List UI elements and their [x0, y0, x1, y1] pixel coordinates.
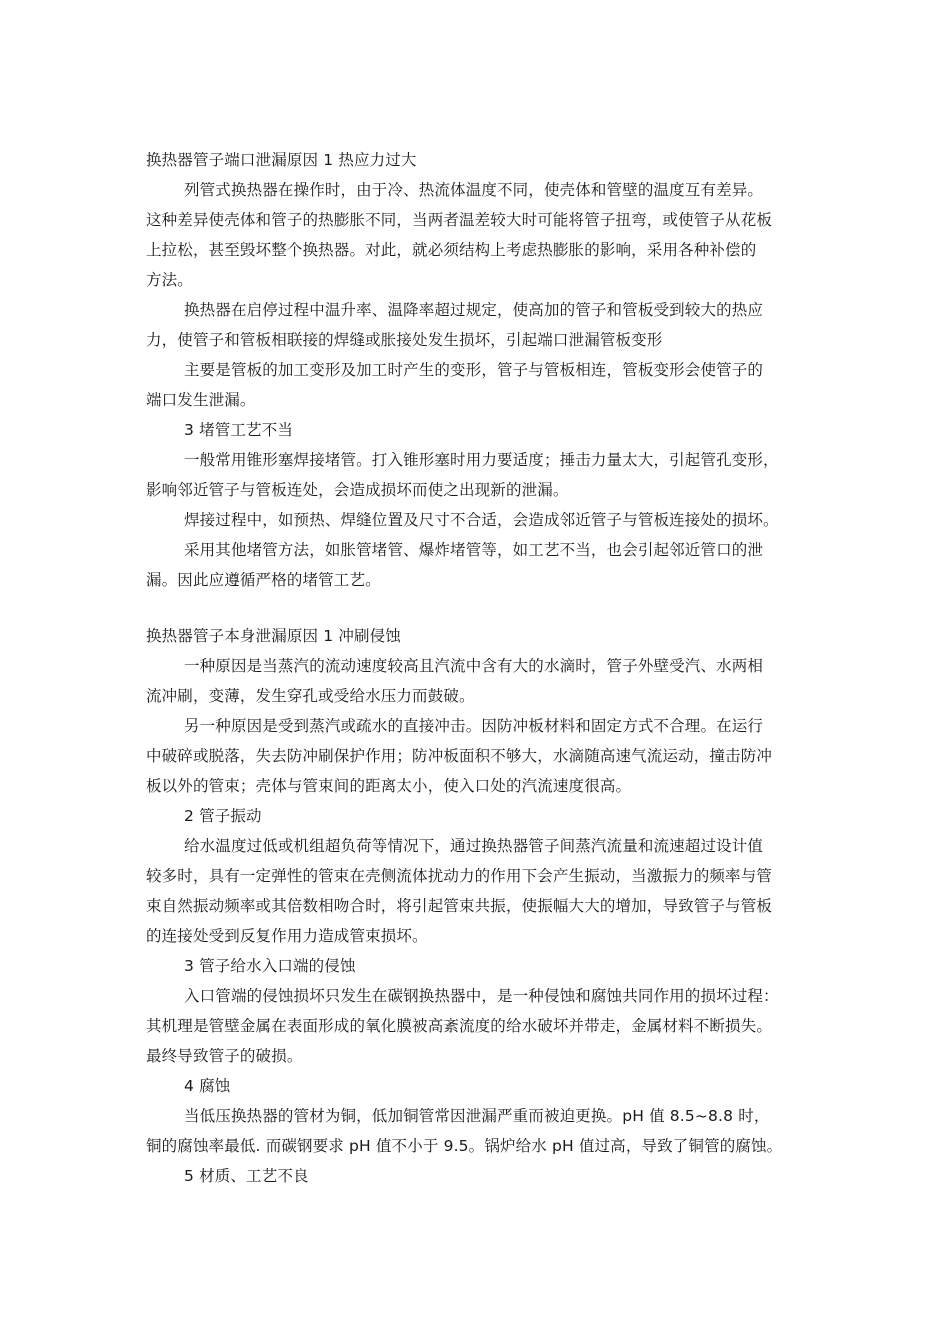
- paragraph-line: 列管式换热器在操作时，由于冷、热流体温度不同，使壳体和管壁的温度互有差异。: [184, 181, 764, 199]
- paragraph-line: 较多时，具有一定弹性的管束在壳侧流体扰动力的作用下会产生振动，当激振力的频率与管: [146, 867, 773, 885]
- paragraph-line: 铜的腐蚀率最低. 而碳钢要求 pH 值不小于 9.5。锅炉给水 pH 值过高，导致了铜管的腐蚀。: [146, 1137, 783, 1155]
- paragraph-line: 给水温度过低或机组超负荷等情况下，通过换热器管子间蒸汽流量和流速超过设计值: [184, 837, 764, 855]
- subsection-heading: 3 堵管工艺不当: [184, 421, 293, 439]
- paragraph-line: 其机理是管壁金属在表面形成的氧化膜被高紊流度的给水破坏并带走，金属材料不断损失。: [146, 1017, 773, 1035]
- paragraph-line: 力，使管子和管板相联接的焊缝或胀接处发生损坏，引起端口泄漏管板变形: [146, 331, 663, 349]
- paragraph-line: 另一种原因是受到蒸汽或疏水的直接冲击。因防冲板材料和固定方式不合理。在运行: [184, 717, 764, 735]
- paragraph-line: 采用其他堵管方法，如胀管堵管、爆炸堵管等，如工艺不当，也会引起邻近管口的泄: [184, 541, 764, 559]
- paragraph-line: 焊接过程中，如预热、焊缝位置及尺寸不合适，会造成邻近管子与管板连接处的损坏。: [184, 511, 779, 529]
- paragraph-line: 的连接处受到反复作用力造成管束损坏。: [146, 927, 428, 945]
- subsection-heading: 3 管子给水入口端的侵蚀: [184, 957, 356, 975]
- paragraph-line: 换热器在启停过程中温升率、温降率超过规定，使高加的管子和管板受到较大的热应: [184, 301, 764, 319]
- section-heading: 换热器管子端口泄漏原因 1 热应力过大: [146, 151, 417, 169]
- paragraph-line: 一般常用锥形塞焊接堵管。打入锥形塞时用力要适度；捶击力量太大，引起管孔变形，: [184, 451, 779, 469]
- subsection-heading: 5 材质、工艺不良: [184, 1167, 309, 1185]
- paragraph-line: 影响邻近管子与管板连处，会造成损坏而使之出现新的泄漏。: [146, 481, 569, 499]
- paragraph-line: 中破碎或脱落，失去防冲刷保护作用；防冲板面积不够大，水滴随高速气流运动，撞击防冲: [146, 747, 773, 765]
- paragraph-line: 束自然振动频率或其倍数相吻合时，将引起管束共振，使振幅大大的增加，导致管子与管板: [146, 897, 773, 915]
- paragraph-line: 板以外的管束；壳体与管束间的距离太小，使入口处的汽流速度很高。: [146, 777, 632, 795]
- subsection-heading: 2 管子振动: [184, 807, 262, 825]
- subsection-heading: 4 腐蚀: [184, 1077, 231, 1095]
- paragraph-line: 最终导致管子的破损。: [146, 1047, 303, 1065]
- paragraph-line: 流冲刷，变薄，发生穿孔或受给水压力而鼓破。: [146, 687, 475, 705]
- paragraph-line: 上拉松，甚至毁坏整个换热器。对此，就必须结构上考虑热膨胀的影响，采用各种补偿的: [146, 241, 757, 259]
- section-heading: 换热器管子本身泄漏原因 1 冲刷侵蚀: [146, 627, 401, 645]
- paragraph-line: 主要是管板的加工变形及加工时产生的变形，管子与管板相连，管板变形会使管子的: [184, 361, 764, 379]
- paragraph-line: 方法。: [146, 271, 193, 289]
- paragraph-line: 端口发生泄漏。: [146, 391, 256, 409]
- paragraph-line: 这种差异使壳体和管子的热膨胀不同，当两者温差较大时可能将管子扭弯，或使管子从花板: [146, 211, 773, 229]
- paragraph-line: 漏。因此应遵循严格的堵管工艺。: [146, 571, 381, 589]
- paragraph-line: 入口管端的侵蚀损坏只发生在碳钢换热器中，是一种侵蚀和腐蚀共同作用的损坏过程：: [184, 987, 779, 1005]
- paragraph-line: 一种原因是当蒸汽的流动速度较高且汽流中含有大的水滴时，管子外壁受汽、水两相: [184, 657, 764, 675]
- paragraph-line: 当低压换热器的管材为铜，低加铜管常因泄漏严重而被迫更换。pH 值 8.5~8.8 时，: [184, 1107, 770, 1125]
